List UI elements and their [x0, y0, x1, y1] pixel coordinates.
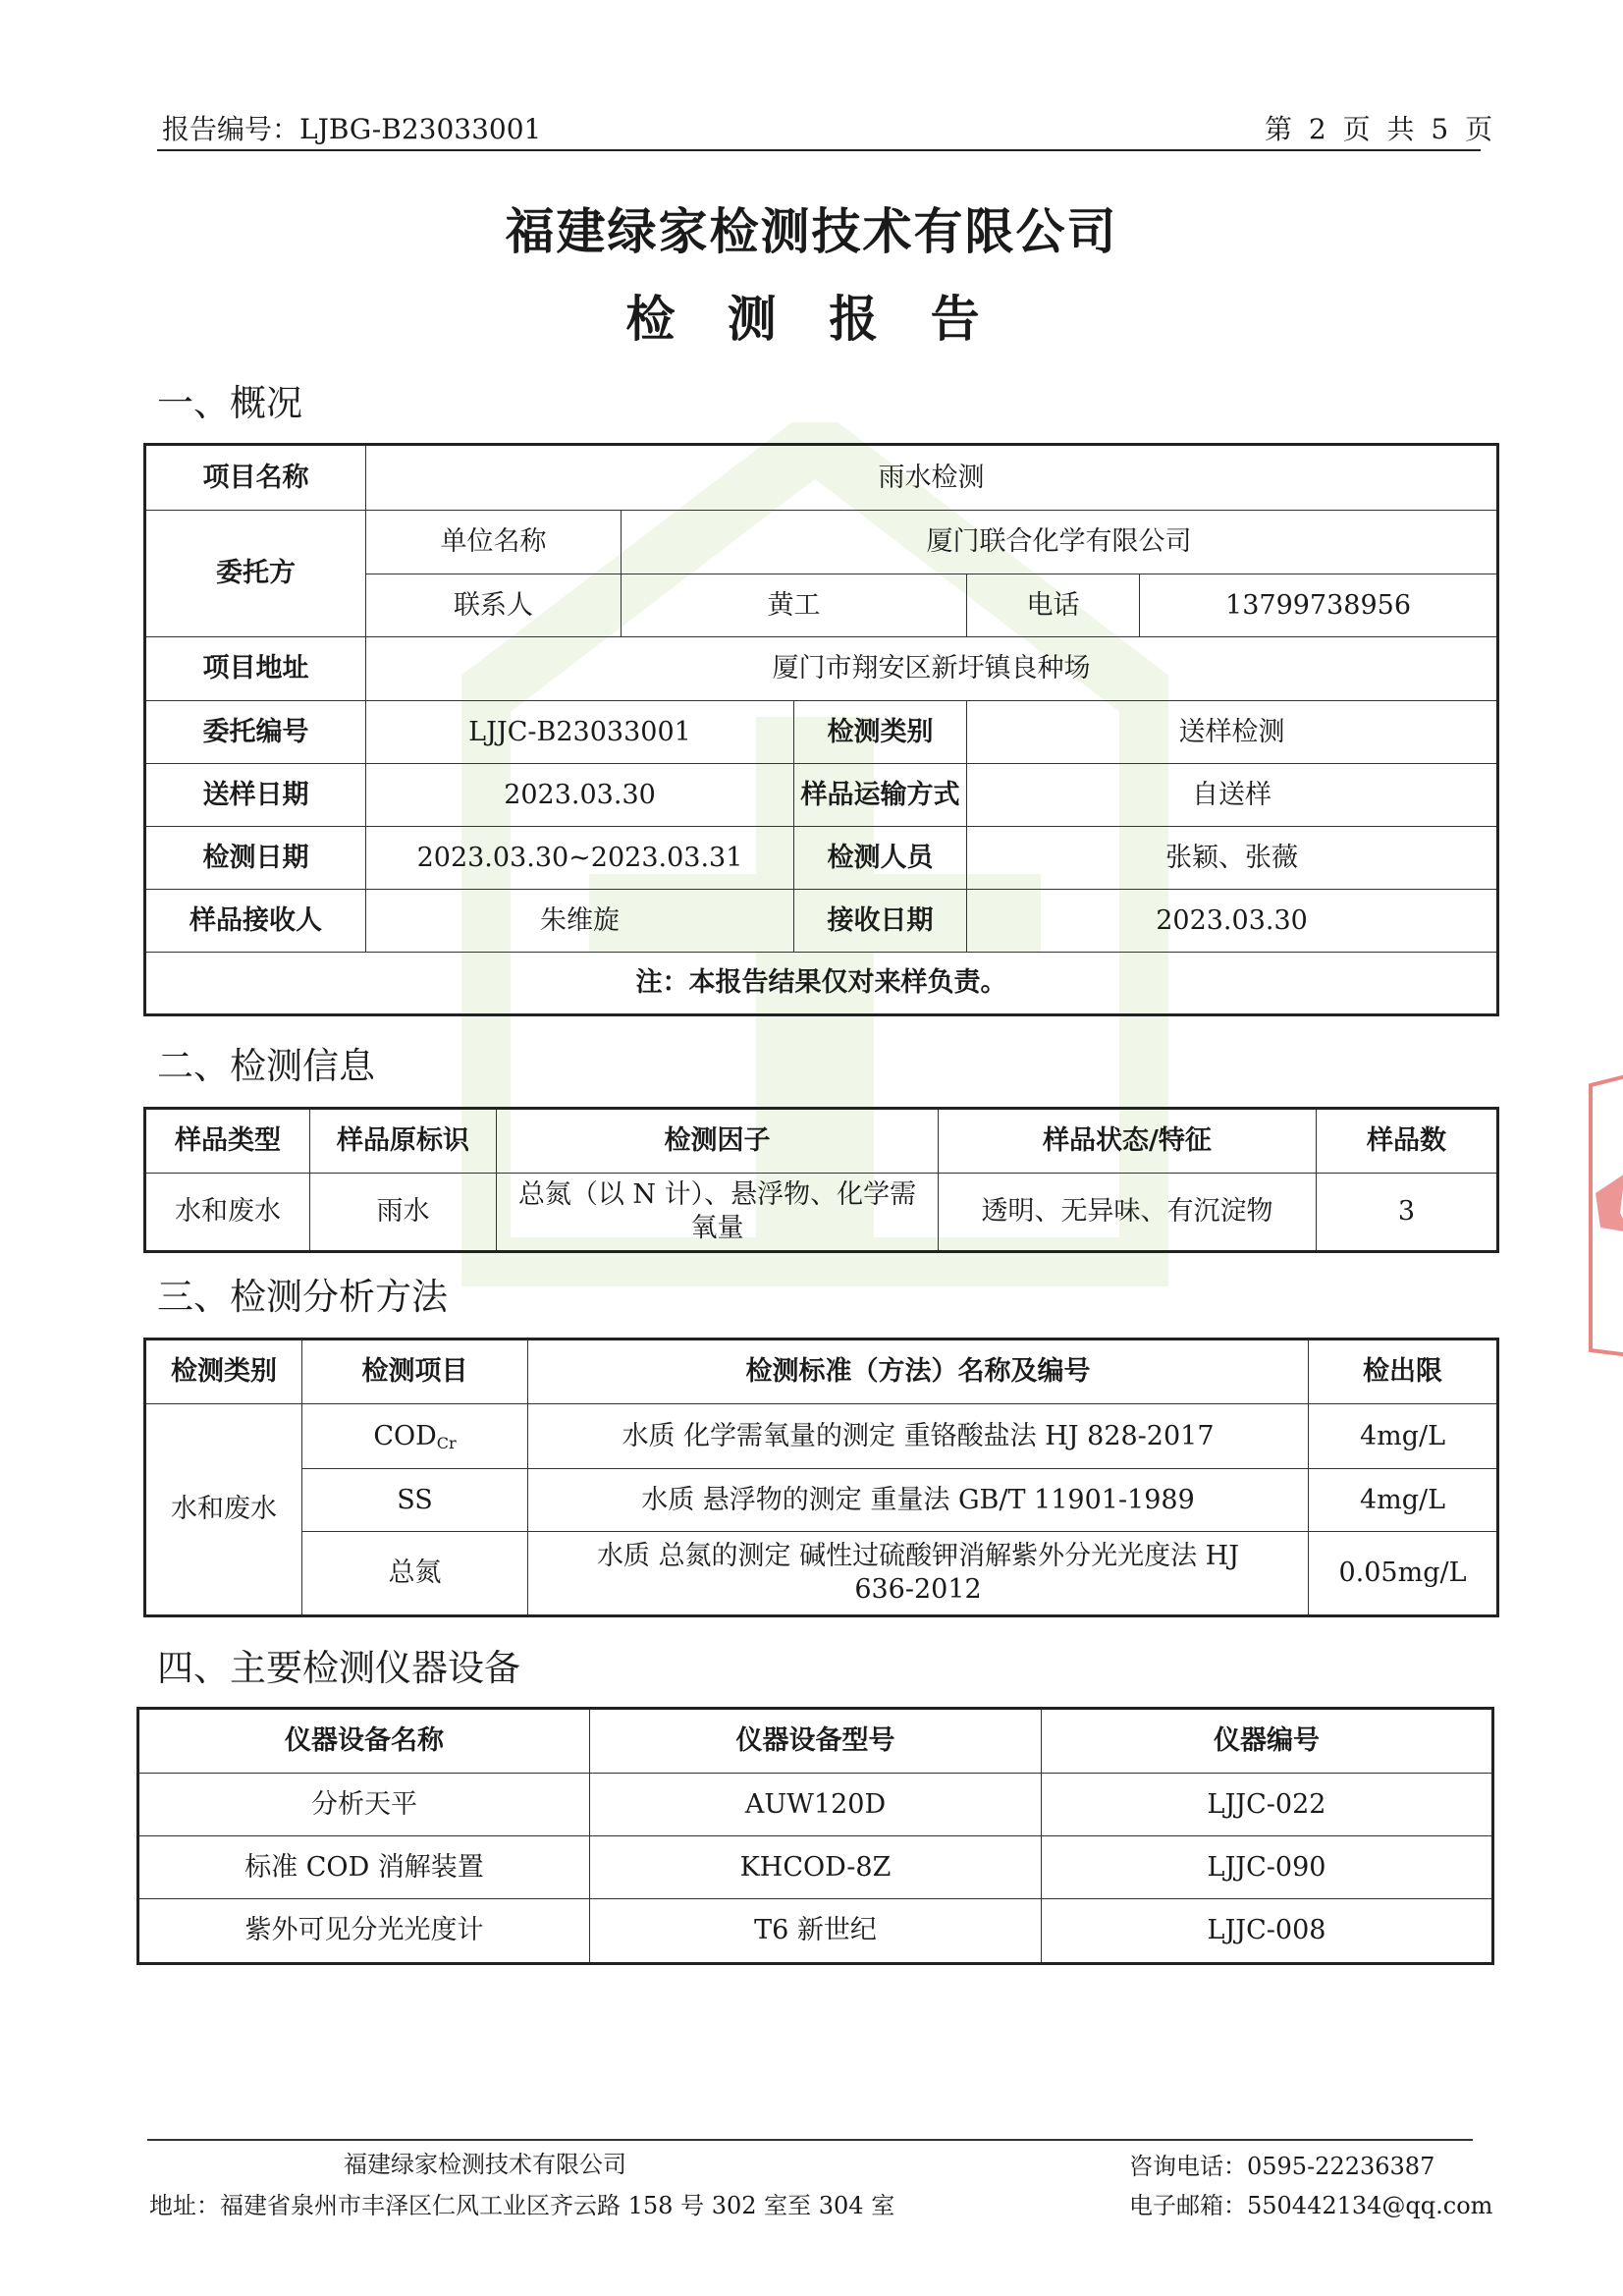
method-table — [143, 1338, 1499, 1617]
test-factors: 总氮（以 N 计）、悬浮物、化学需氧量 — [497, 1174, 939, 1252]
unit-value: 厦门联合化学有限公司 — [622, 511, 1498, 574]
company-name: 福建绿家检测技术有限公司 — [505, 202, 1118, 260]
receive-date-label: 接收日期 — [794, 890, 967, 953]
report-title: 检 测 报 告 — [625, 290, 998, 348]
equipment-name: 分析天平 — [138, 1774, 590, 1836]
report-note: 注：本报告结果仅对来样负责。 — [145, 953, 1498, 1015]
test-type: 送样检测 — [967, 701, 1498, 764]
equipment-name: 紫外可见分光光度计 — [138, 1899, 590, 1964]
method-item: $COD_{Cr}$ — [302, 1404, 528, 1469]
sample-state: 透明、无异味、有沉淀物 — [939, 1174, 1317, 1252]
receiver: 朱维旋 — [366, 890, 794, 953]
method-item: SS — [302, 1469, 528, 1532]
method-header: 检测项目 — [302, 1339, 528, 1404]
method-header: 检测标准（方法）名称及编号 — [528, 1339, 1309, 1404]
method-header: 检测类别 — [145, 1339, 302, 1404]
sample-type: 水和废水 — [145, 1174, 310, 1252]
equipment-model: AUW120D — [590, 1774, 1042, 1836]
unit-label: 单位名称 — [366, 511, 622, 574]
contact-value: 黄工 — [622, 574, 967, 637]
section2-title: 二、检测信息 — [157, 1045, 375, 1087]
equipment-header: 仪器编号 — [1042, 1709, 1493, 1774]
method-standard: 水质 总氮的测定 碱性过硫酸钾消解紫外分光光度法 HJ 636-2012 — [528, 1532, 1309, 1616]
method-standard: 水质 化学需氧量的测定 重铬酸盐法 HJ 828-2017 — [528, 1404, 1309, 1469]
equipment-header: 仪器设备名称 — [138, 1709, 590, 1774]
address-value: 厦门市翔安区新圩镇良种场 — [366, 637, 1498, 701]
method-category: 水和废水 — [145, 1404, 302, 1616]
equipment-id: LJJC-022 — [1042, 1774, 1493, 1836]
equipment-table — [136, 1707, 1494, 1965]
equipment-id: LJJC-090 — [1042, 1836, 1493, 1899]
test-date: 2023.03.30~2023.03.31 — [366, 827, 794, 890]
section3-title: 三、检测分析方法 — [157, 1276, 448, 1318]
test-info-header: 样品状态/特征 — [939, 1109, 1317, 1174]
page-info: 第 2 页 共 5 页 — [1265, 113, 1497, 145]
equipment-model: KHCOD-8Z — [590, 1836, 1042, 1899]
commission-no-label: 委托编号 — [145, 701, 366, 764]
overview-table — [143, 443, 1499, 1016]
section1-title: 一、概况 — [157, 382, 302, 424]
address-label: 项目地址 — [145, 637, 366, 701]
equipment-model: T6 新世纪 — [590, 1899, 1042, 1964]
test-info-header: 检测因子 — [497, 1109, 939, 1174]
test-info-header: 样品类型 — [145, 1109, 310, 1174]
client-label: 委托方 — [145, 511, 366, 637]
equipment-header: 仪器设备型号 — [590, 1709, 1042, 1774]
test-info-table — [143, 1107, 1499, 1253]
commission-no: LJJC-B23033001 — [366, 701, 794, 764]
sample-id: 雨水 — [310, 1174, 497, 1252]
section4-title: 四、主要检测仪器设备 — [157, 1647, 520, 1689]
tester: 张颖、张薇 — [967, 827, 1498, 890]
method-header: 检出限 — [1309, 1339, 1498, 1404]
project-name-label: 项目名称 — [145, 445, 366, 511]
method-limit: 4mg/L — [1309, 1469, 1498, 1532]
project-name: 雨水检测 — [366, 445, 1498, 511]
test-info-header: 样品数 — [1317, 1109, 1498, 1174]
contact-label: 联系人 — [366, 574, 622, 637]
footer-address: 地址：福建省泉州市丰泽区仁风工业区齐云路 158 号 302 室至 304 室 — [149, 2192, 895, 2219]
method-item: 总氮 — [302, 1532, 528, 1616]
method-standard: 水质 悬浮物的测定 重量法 GB/T 11901-1989 — [528, 1469, 1309, 1532]
sample-count: 3 — [1317, 1174, 1498, 1252]
footer-company: 福建绿家检测技术有限公司 — [344, 2151, 626, 2178]
send-date: 2023.03.30 — [366, 764, 794, 827]
method-limit: 4mg/L — [1309, 1404, 1498, 1469]
method-limit: 0.05mg/L — [1309, 1532, 1498, 1616]
test-type-label: 检测类别 — [794, 701, 967, 764]
footer-email: 电子邮箱：550442134@qq.com — [1129, 2192, 1493, 2219]
footer-divider — [147, 2139, 1473, 2141]
footer-phone: 咨询电话：0595-22236387 — [1129, 2153, 1435, 2180]
phone-label: 电话 — [967, 574, 1140, 637]
report-number: 报告编号：LJBG-B23033001 — [162, 113, 542, 145]
receive-date: 2023.03.30 — [967, 890, 1498, 953]
receiver-label: 样品接收人 — [145, 890, 366, 953]
equipment-id: LJJC-008 — [1042, 1899, 1493, 1964]
test-date-label: 检测日期 — [145, 827, 366, 890]
test-info-header: 样品原标识 — [310, 1109, 497, 1174]
seal-stamp-fragment — [1571, 1066, 1623, 1360]
tester-label: 检测人员 — [794, 827, 967, 890]
transport: 自送样 — [967, 764, 1498, 827]
equipment-name: 标准 COD 消解装置 — [138, 1836, 590, 1899]
phone-value: 13799738956 — [1140, 574, 1498, 637]
transport-label: 样品运输方式 — [794, 764, 967, 827]
send-date-label: 送样日期 — [145, 764, 366, 827]
header-divider — [157, 149, 1481, 151]
